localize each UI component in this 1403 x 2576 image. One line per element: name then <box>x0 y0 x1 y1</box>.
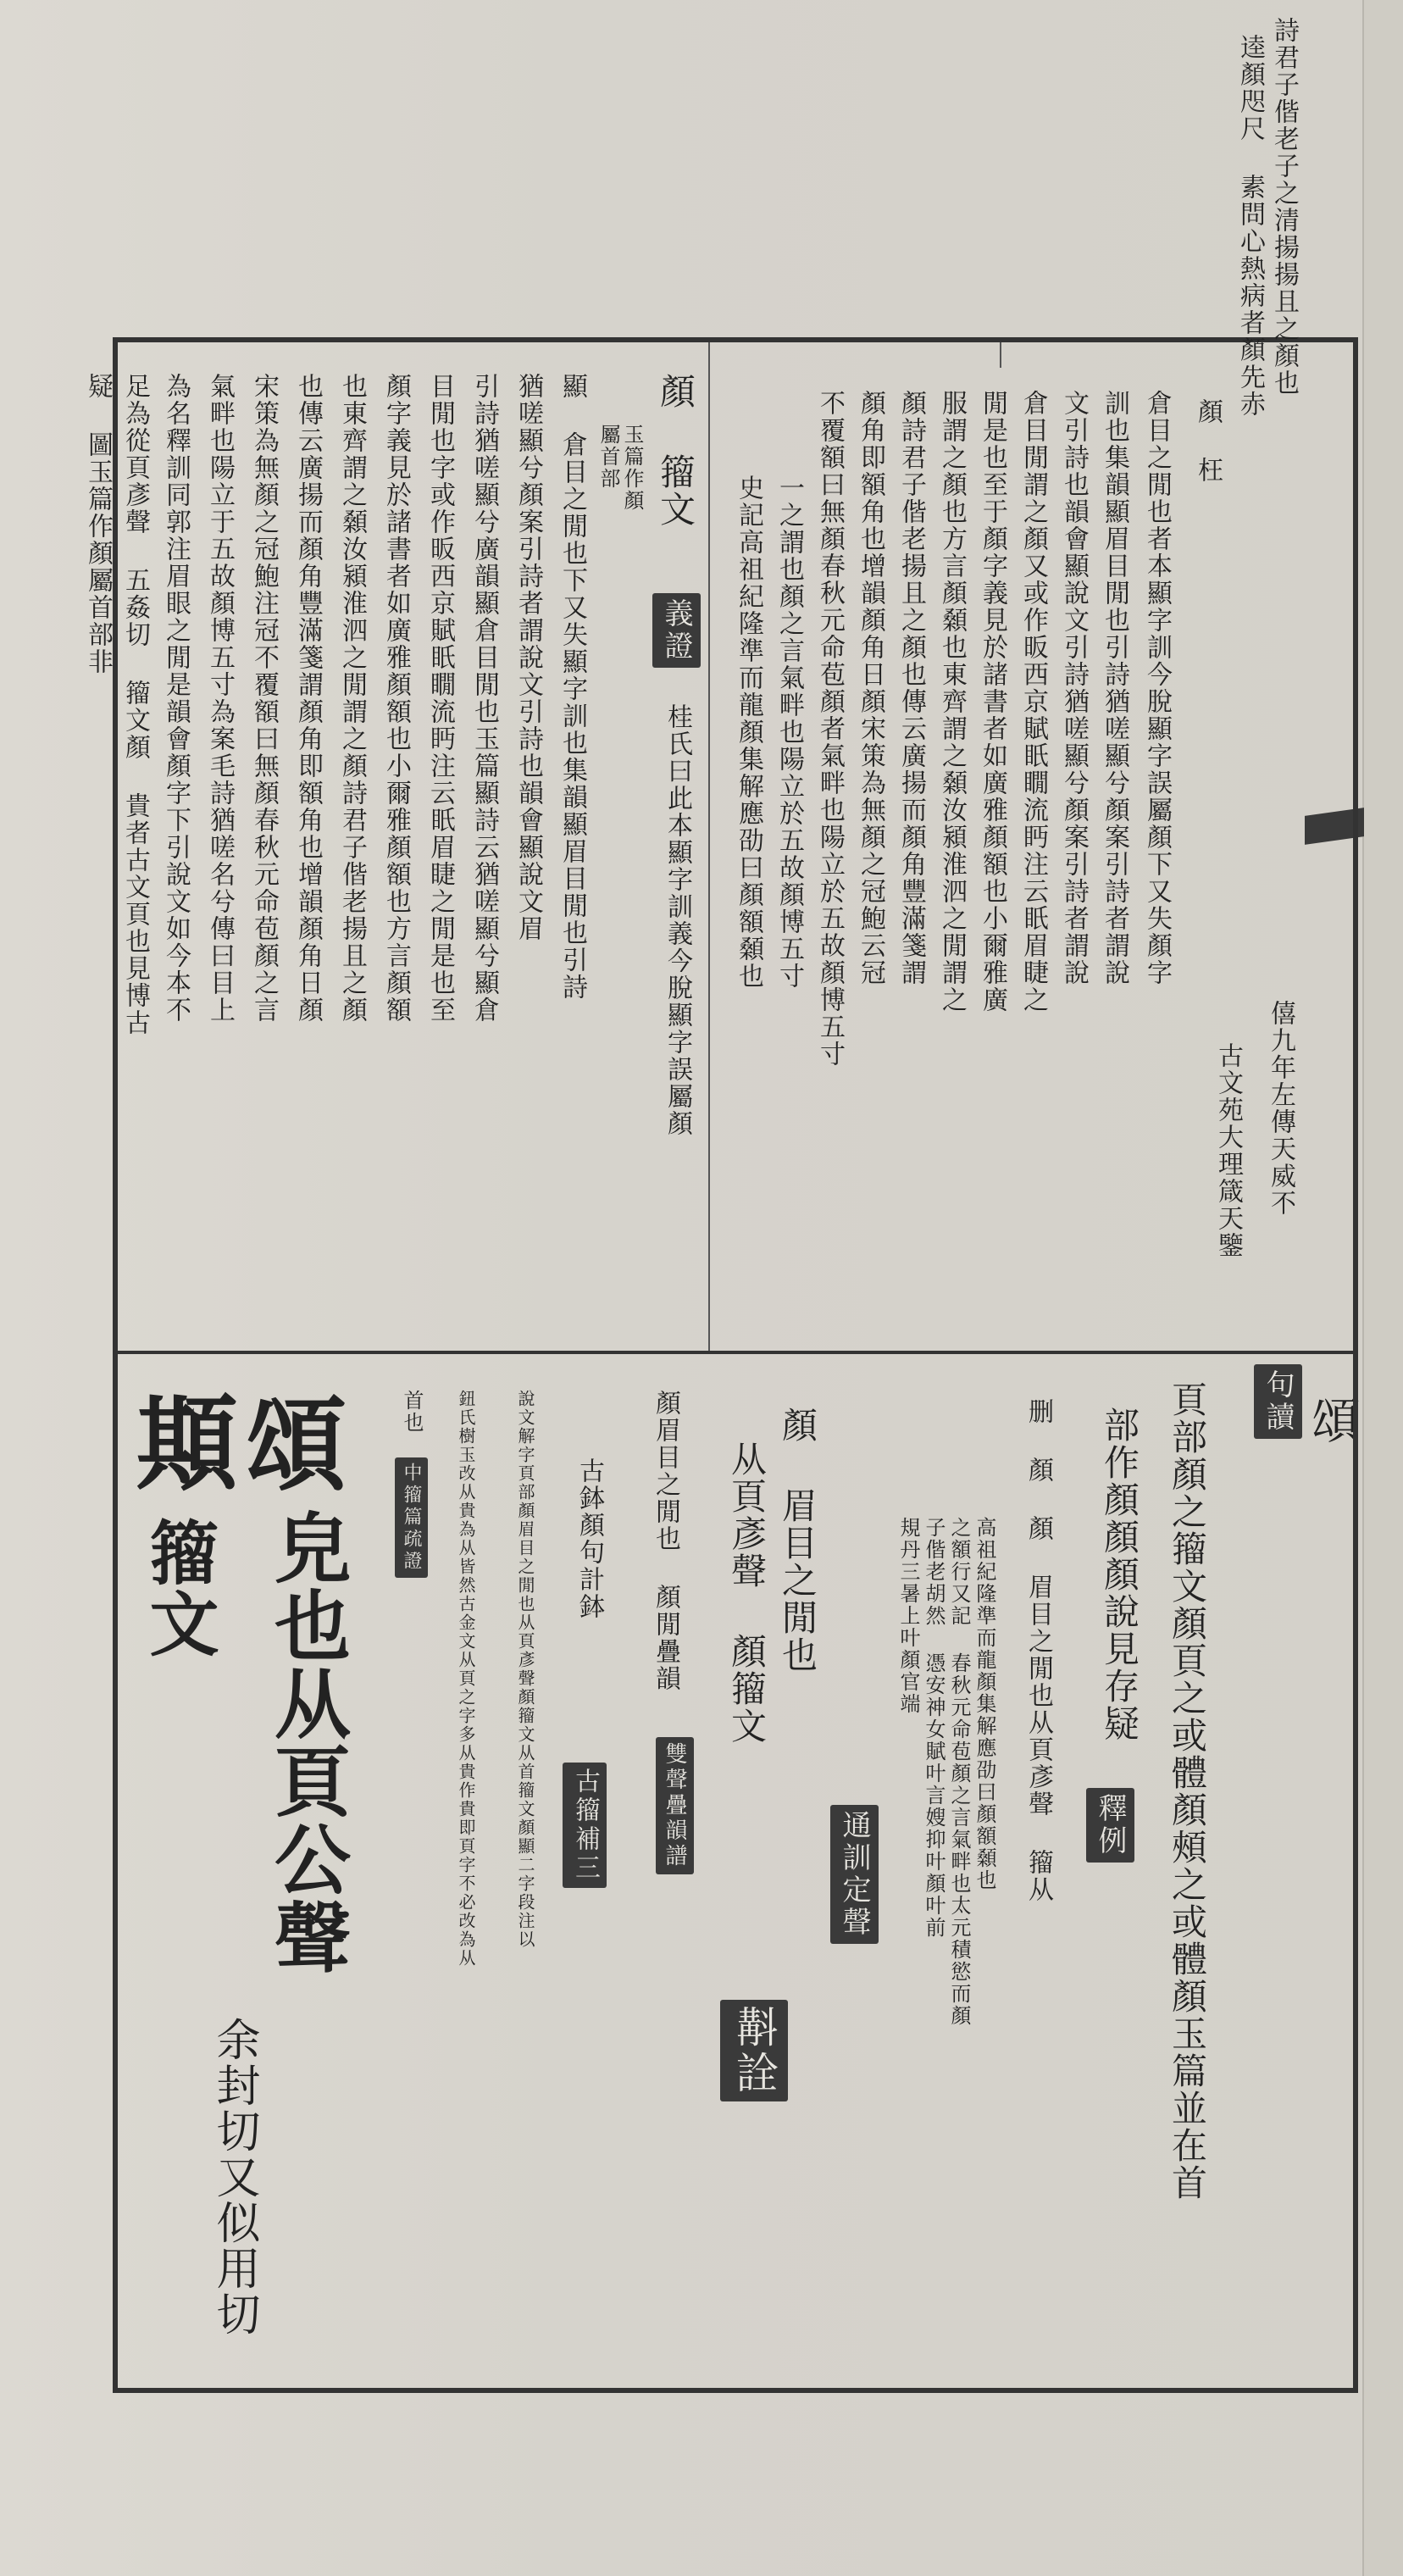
vertical-divider-short <box>1000 342 1001 368</box>
vertical-divider-upper <box>708 342 710 1351</box>
text-column: 顏眉目之閒也 顏閒疊韻 <box>651 1390 680 1692</box>
label-tongxun: 通訓定聲 <box>830 1805 879 1944</box>
text-column: 宋策為無顏之冠鮑注冠不覆額曰無顏春秋元命苞顏之言 <box>249 373 279 1024</box>
text-column: 鈕氏樹玉改从貴為从皆然古金文从頁之字多从貴作貴即頁字不必改為从 <box>456 1390 476 1968</box>
text-column: 部作顏顏顏說見存疑 <box>1099 1407 1140 1742</box>
text-column: 也傳云廣揚而顏角豐滿箋謂顏角即額角也增韻顏角日顏 <box>293 373 323 1024</box>
text-column: 足為從頁彥聲 五姦切 籀文顏 貴者古文頁也見博古 <box>120 373 150 1036</box>
seal-character: 頌 <box>246 1385 347 1505</box>
text-column: 服謂之顏也方言顏顙也東齊謂之顙汝潁淮泗之閒謂之 <box>937 390 967 1013</box>
text-column: 文引詩也韻會顯說文引詩猶嗟顯兮顏案引詩者謂說 <box>1059 390 1089 986</box>
label-shuangsheng: 雙聲疊韻譜 <box>656 1737 694 1874</box>
text-column: 从頁彥聲 顏籀文 <box>726 1441 768 1745</box>
note-column: 桂氏曰此本顯字訓義今脫顯字誤屬顏 <box>663 703 692 1137</box>
text-column: 顯 倉目之閒也下又失顯字訓也集韻顯眉目閒也引詩 <box>557 373 587 1001</box>
text-column: 訓也集韻顯眉目閒也引詩猶嗟顯兮顏案引詩者謂說 <box>1100 390 1129 986</box>
text-column: 規丹三暑上叶顏官端 <box>896 1517 920 1715</box>
text-column: 詩君子偕老子之清揚揚且之顏也 <box>1269 17 1299 397</box>
text-column: 頁部顏之籀文顏頁之或體顏頰之或體顏玉篇並在首 <box>1167 1381 1208 2201</box>
text-column: 氣畔也陽立于五故顏博五寸為案毛詩猶嗟名兮傳曰目上 <box>205 373 235 1024</box>
label-yizheng: 義證 <box>652 593 701 668</box>
text-column: 為名釋訓同郭注眉眼之閒是韻會顏字下引說文如今本不 <box>161 373 191 1024</box>
text-column: 顏 枉 <box>1193 398 1223 484</box>
text-column: 古鉢顏句計鉢 <box>574 1457 604 1620</box>
seal-character-variant: 䫏 <box>136 1385 237 1505</box>
label-juzhuang: 句讀 <box>1254 1364 1302 1439</box>
text-column: 說文解字頁部顏眉目之閒也从頁彥聲顏籀文从首籀文顏顯二字段注以 <box>515 1390 535 1949</box>
text-column: 也東齊謂之顙汝潁淮泗之閒謂之顏詩君子偕老揚且之顏 <box>337 373 367 1024</box>
page-spine <box>1362 0 1403 2576</box>
text-column: 子偕老胡然 憑安神女賦叶言嫂抑叶顏叶前 <box>922 1517 946 1939</box>
text-column: 目閒也字或作昄西京賦眂瞯流眄注云眂眉睫之閒是也至 <box>425 373 455 1024</box>
text-column: 顏 眉目之閒也 <box>777 1407 818 1674</box>
text-column: 首也 <box>400 1390 424 1434</box>
section-head-char: 頌 <box>1312 1392 1361 1450</box>
text-column: 引詩猶嗟顯兮廣韻顯倉目閒也玉篇顯詩云猶嗟顯兮顯倉 <box>469 373 499 1024</box>
text-column: 古文苑大理箴天鑒 <box>1213 1042 1243 1259</box>
text-column: 史記高祖紀隆準而龍顏集解應劭曰顏額顙也 <box>734 475 763 990</box>
text-column: 猶嗟顯兮顏案引詩者謂說文引詩也韻會顯說文眉 <box>513 373 543 942</box>
text-column: 閒是也至于顏字義見於諸書者如廣雅顏額也小爾雅廣 <box>978 390 1007 1013</box>
text-column: 之額行又記 春秋元命苞顏之言氣畔也太元積慾而顏 <box>947 1517 971 2027</box>
text-column: 疑 圖玉篇作顏屬首部非 <box>83 373 113 675</box>
text-column: 不覆額曰無顏春秋元命苞顏者氣畔也陽立於五故顏博五寸 <box>815 390 845 1068</box>
definition-text: 皃也从頁公聲 <box>261 1508 351 1976</box>
pronunciation-text: 余封切又似用切 <box>208 2017 259 2337</box>
text-column: 删 顏 顏 眉目之閒也从頁彥聲 籀从 <box>1023 1398 1053 1903</box>
text-column: 逵顏咫尺 素問心熱病者顏先赤 <box>1235 34 1265 418</box>
text-column: 一之謂也顏之言氣畔也陽立於五故顏博五寸 <box>774 475 804 990</box>
text-column: 高祖紀隆準而龍顏集解應劭曰顏額顙也 <box>973 1517 996 1891</box>
zhouwen-label: 籀文 <box>138 1517 219 1659</box>
label-fenggu: 斠詮 <box>720 2000 788 2101</box>
label-gufa: 古籀補三 <box>563 1763 607 1888</box>
text-column: 顏角即額角也增韻顏角日顏宋策為無顏之冠鮑云冠 <box>856 390 885 986</box>
entry-heading: 顏 籀文 <box>655 373 696 528</box>
horizontal-divider <box>118 1351 1353 1354</box>
text-column: 僖九年左傳天威不 <box>1266 1000 1295 1217</box>
text-column: 倉目之閒也者本顯字訓今脫顯字誤屬顏下又失顏字 <box>1142 390 1172 986</box>
label-shiyi: 釋例 <box>1086 1788 1134 1863</box>
text-column: 顏字義見於諸書者如廣雅顏額也小爾雅顏額也方言顏額 <box>381 373 411 1024</box>
label-jinwen: 中籀篇疏證 <box>395 1457 428 1578</box>
note-column: 屬首部 <box>596 424 620 490</box>
text-column: 顏詩君子偕老揚且之顏也傳云廣揚而顏角豐滿箋謂 <box>896 390 926 986</box>
note-column: 玉篇作顏 <box>620 424 644 512</box>
text-column: 倉目閒謂之顏又或作昄西京賦眂瞯流眄注云眂眉睫之 <box>1018 390 1048 1013</box>
